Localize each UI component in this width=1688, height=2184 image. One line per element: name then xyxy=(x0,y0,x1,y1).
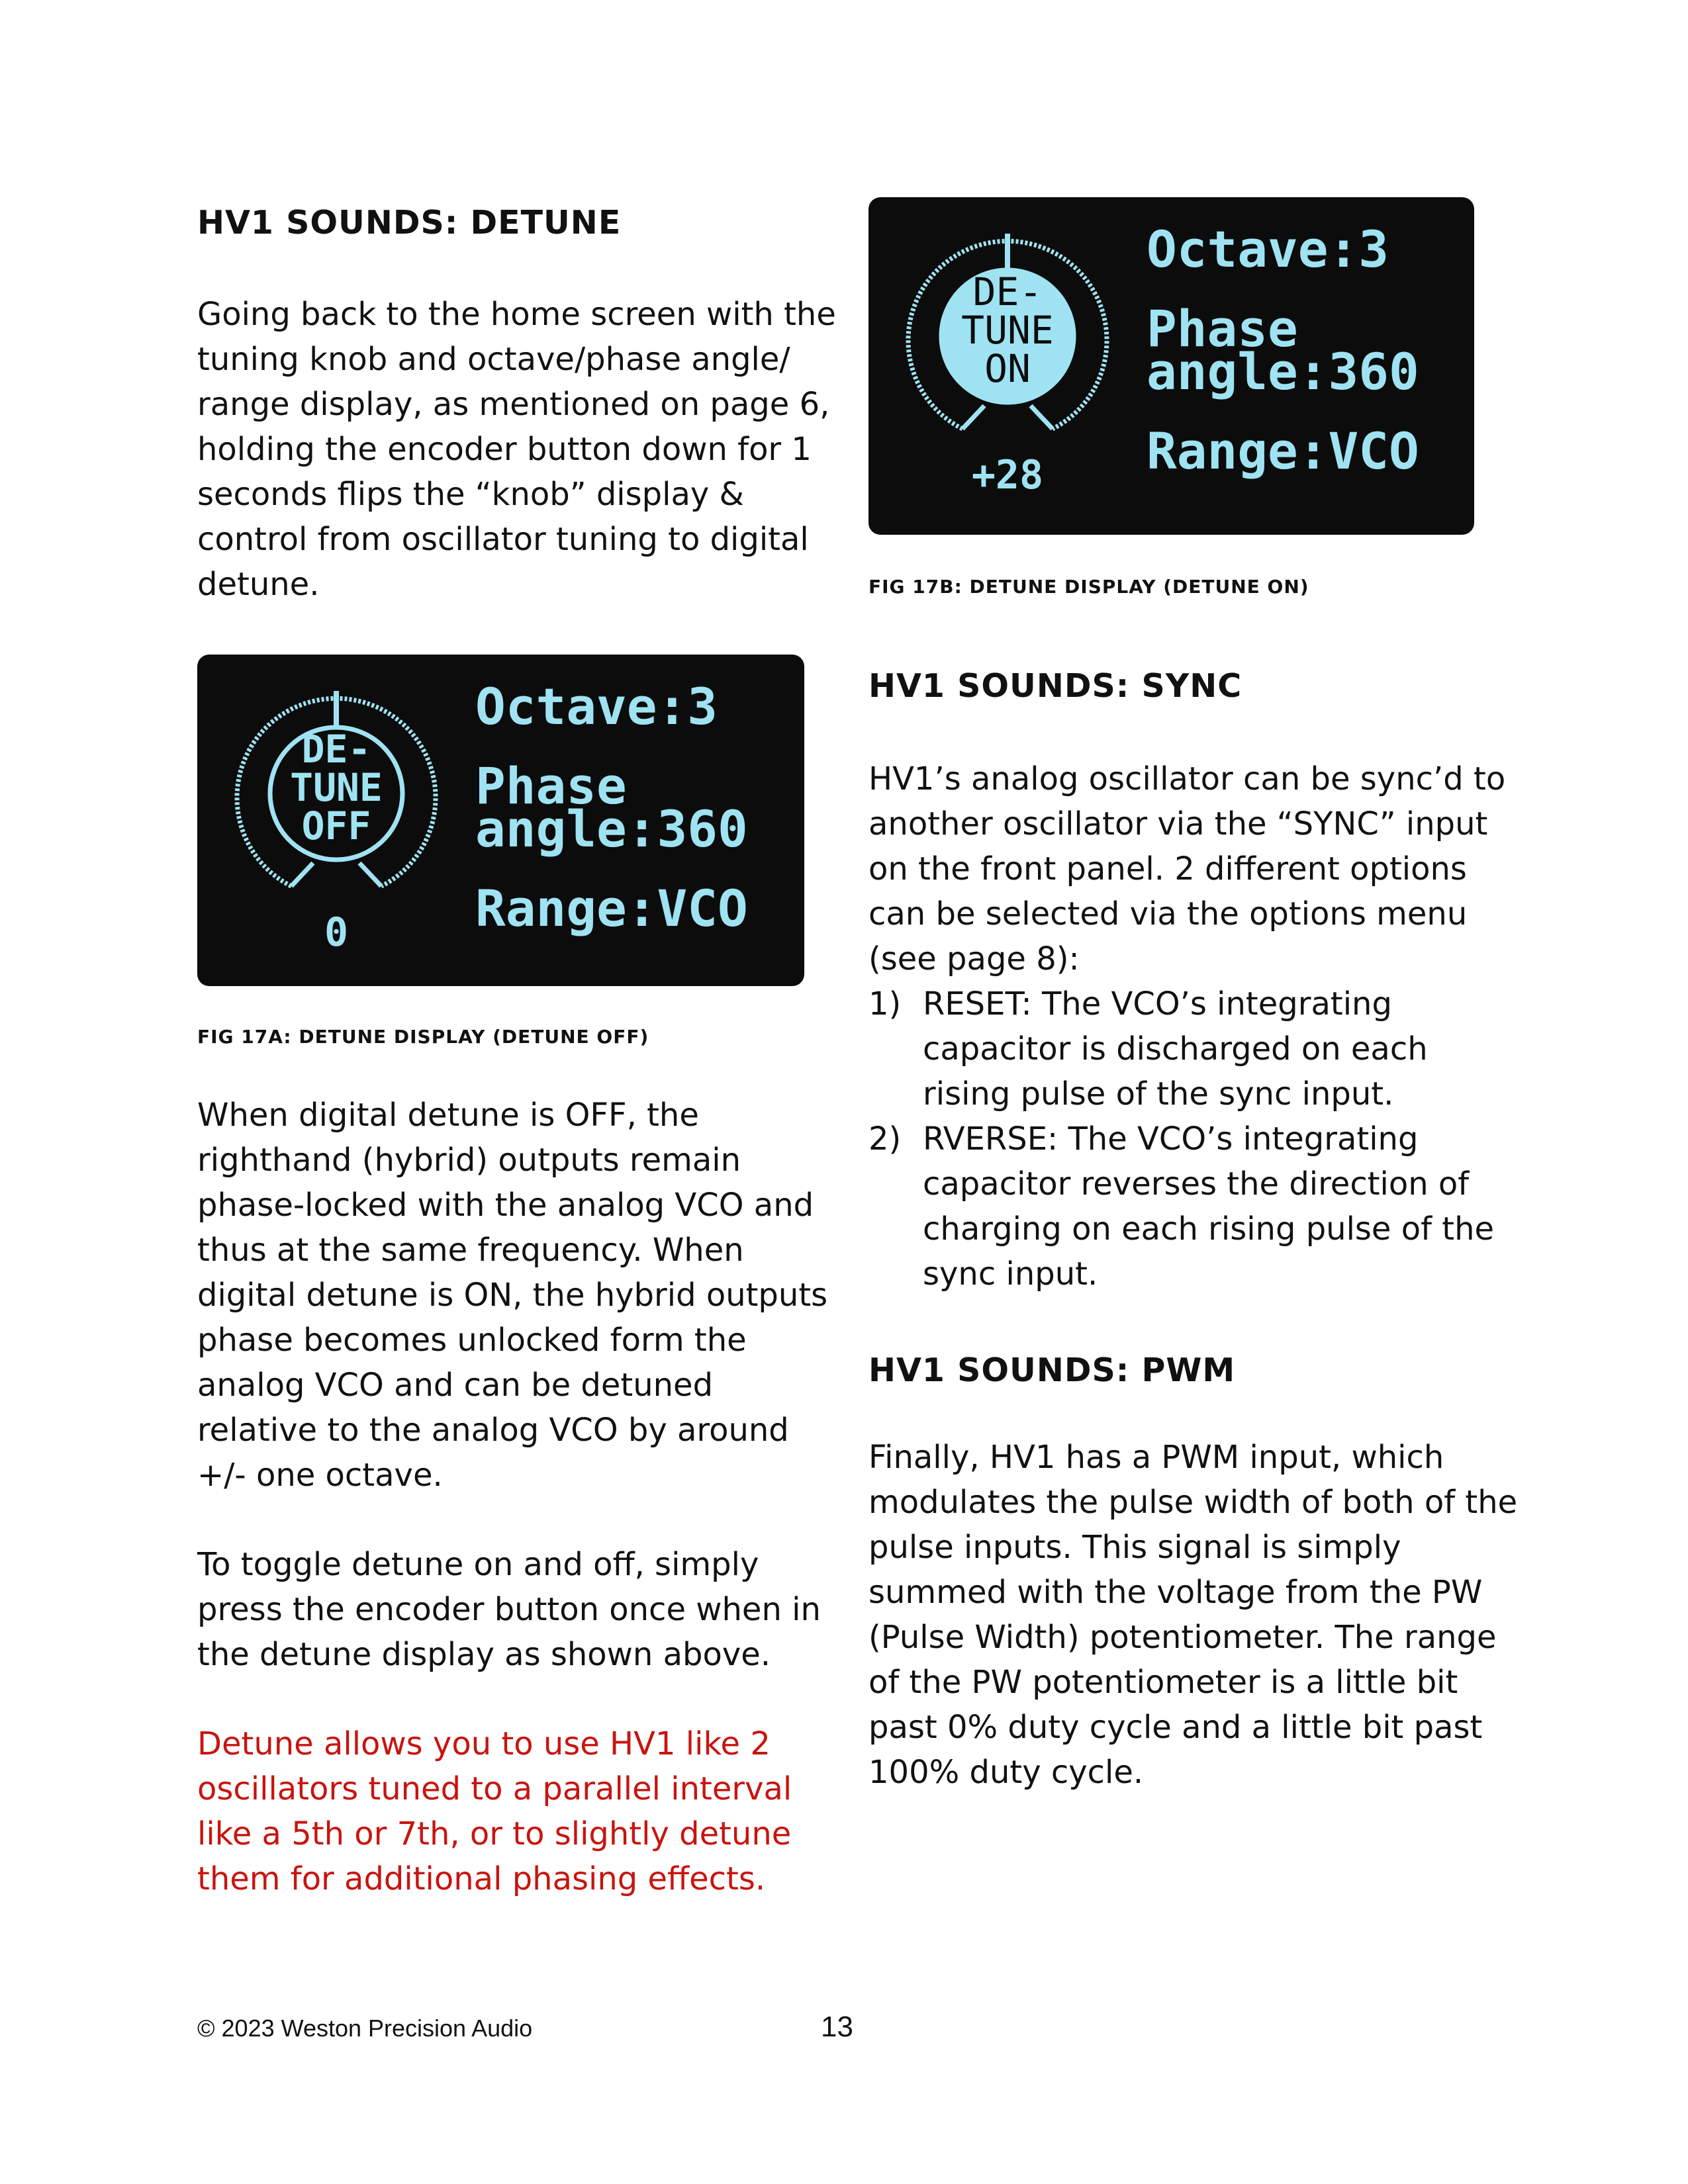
text-line: seconds flips the “knob” display & xyxy=(197,476,744,513)
text-line: summed with the voltage from the PW xyxy=(868,1574,1483,1611)
display-range-text: Range:VCO xyxy=(475,879,748,938)
text-line: the detune display as shown above. xyxy=(197,1636,771,1673)
text-line: control from oscillator tuning to digital xyxy=(197,521,809,558)
display-angle-text: angle:360 xyxy=(475,799,748,858)
text-line: Going back to the home screen with the xyxy=(197,296,836,333)
text-line: range display, as mentioned on page 6, xyxy=(197,386,830,423)
text-line: Detune allows you to use HV1 like 2 xyxy=(197,1725,771,1762)
text-line: +/- one octave. xyxy=(197,1457,443,1494)
text-line: rising pulse of the sync input. xyxy=(923,1075,1394,1113)
text-line: righthand (hybrid) outputs remain xyxy=(197,1142,741,1179)
text-line: RVERSE: The VCO’s integrating xyxy=(923,1120,1419,1158)
list-number: 2) xyxy=(868,1120,902,1158)
text-line: like a 5th or 7th, or to slightly detune xyxy=(197,1815,792,1852)
text-line: 100% duty cycle. xyxy=(868,1754,1144,1791)
text-line: sync input. xyxy=(923,1255,1098,1293)
list-item xyxy=(868,1116,1494,1297)
display-angle-text: angle:360 xyxy=(1147,342,1419,401)
text-line: capacitor reverses the direction of xyxy=(923,1165,1470,1203)
display-phase-text: Phase xyxy=(475,756,627,815)
list-text xyxy=(923,981,1428,1116)
list-number: 1) xyxy=(868,985,902,1023)
heading-detune: HV1 SOUNDS: DETUNE xyxy=(197,204,622,242)
text-line: To toggle detune on and off, simply xyxy=(197,1546,759,1583)
display-range-text: Range:VCO xyxy=(1147,422,1419,480)
text-line: charging on each rising pulse of the xyxy=(923,1210,1495,1248)
text-line: HV1’s analog oscillator can be sync’d to xyxy=(868,760,1506,797)
text-line: (see page 8): xyxy=(868,940,1080,978)
text-line: past 0% duty cycle and a little bit past xyxy=(868,1709,1483,1746)
text-line: pulse inputs. This signal is simply xyxy=(868,1529,1401,1566)
display-octave-text: Octave:3 xyxy=(1147,220,1389,279)
page-number: 13 xyxy=(821,2011,853,2043)
text-line: another oscillator via the “SYNC” input xyxy=(868,805,1488,842)
text-line: tuning knob and octave/phase angle/ xyxy=(197,341,790,378)
intro-paragraph xyxy=(197,292,836,607)
text-line: detune. xyxy=(197,566,320,603)
text-line: them for additional phasing effects. xyxy=(197,1860,766,1897)
knob-ring-ends-icon xyxy=(291,863,381,886)
toggle-paragraph xyxy=(197,1542,821,1677)
text-line: oscillators tuned to a parallel interval xyxy=(197,1770,792,1807)
sync-paragraph xyxy=(868,756,1505,981)
display-octave-text: Octave:3 xyxy=(475,677,718,736)
knob-label: TUNE xyxy=(290,765,383,810)
display-phase-text: Phase xyxy=(1147,299,1298,358)
text-line: Finally, HV1 has a PWM input, which xyxy=(868,1439,1444,1476)
text-line: can be selected via the options menu xyxy=(868,895,1468,933)
knob-label: OFF xyxy=(301,803,371,848)
detune-value: 0 xyxy=(324,909,349,956)
figure-17a-display xyxy=(197,655,804,986)
figure-17b-display xyxy=(868,197,1474,535)
heading-pwm: HV1 SOUNDS: PWM xyxy=(868,1351,1236,1389)
knob-ring-ends-icon xyxy=(962,406,1053,429)
text-line: analog VCO and can be detuned xyxy=(197,1367,714,1404)
knob-label: TUNE xyxy=(961,308,1054,353)
text-line: phase-locked with the analog VCO and xyxy=(197,1187,814,1224)
figure-17a-caption: FIG 17A: DETUNE DISPLAY (DETUNE OFF) xyxy=(197,1026,649,1048)
list-item xyxy=(868,981,1494,1116)
text-line: press the encoder button once when in xyxy=(197,1591,821,1628)
detune-tip-paragraph xyxy=(197,1721,792,1901)
heading-sync: HV1 SOUNDS: SYNC xyxy=(868,667,1243,705)
list-text xyxy=(923,1116,1494,1297)
text-line: holding the encoder button down for 1 xyxy=(197,431,812,468)
text-line: capacitor is discharged on each xyxy=(923,1030,1428,1068)
copyright: © 2023 Weston Precision Audio xyxy=(197,2015,533,2042)
sync-options-list xyxy=(868,981,1494,1297)
text-line: (Pulse Width) potentiometer. The range xyxy=(868,1619,1497,1656)
detune-paragraph xyxy=(197,1093,827,1498)
text-line: digital detune is ON, the hybrid outputs xyxy=(197,1277,828,1314)
figure-17b-caption: FIG 17B: DETUNE DISPLAY (DETUNE ON) xyxy=(868,576,1309,598)
detune-value: +28 xyxy=(971,452,1044,498)
text-line: modulates the pulse width of both of the xyxy=(868,1484,1518,1521)
text-line: of the PW potentiometer is a little bit xyxy=(868,1664,1458,1701)
text-line: phase becomes unlocked form the xyxy=(197,1322,747,1359)
text-line: When digital detune is OFF, the xyxy=(197,1097,699,1134)
pwm-paragraph xyxy=(868,1435,1517,1795)
text-line: on the front panel. 2 different options xyxy=(868,850,1467,887)
text-line: RESET: The VCO’s integrating xyxy=(923,985,1392,1023)
text-line: thus at the same frequency. When xyxy=(197,1232,744,1269)
text-line: relative to the analog VCO by around xyxy=(197,1412,789,1449)
knob-label: ON xyxy=(984,346,1031,391)
knob-label: DE- xyxy=(972,269,1043,314)
knob-label: DE- xyxy=(301,727,371,772)
